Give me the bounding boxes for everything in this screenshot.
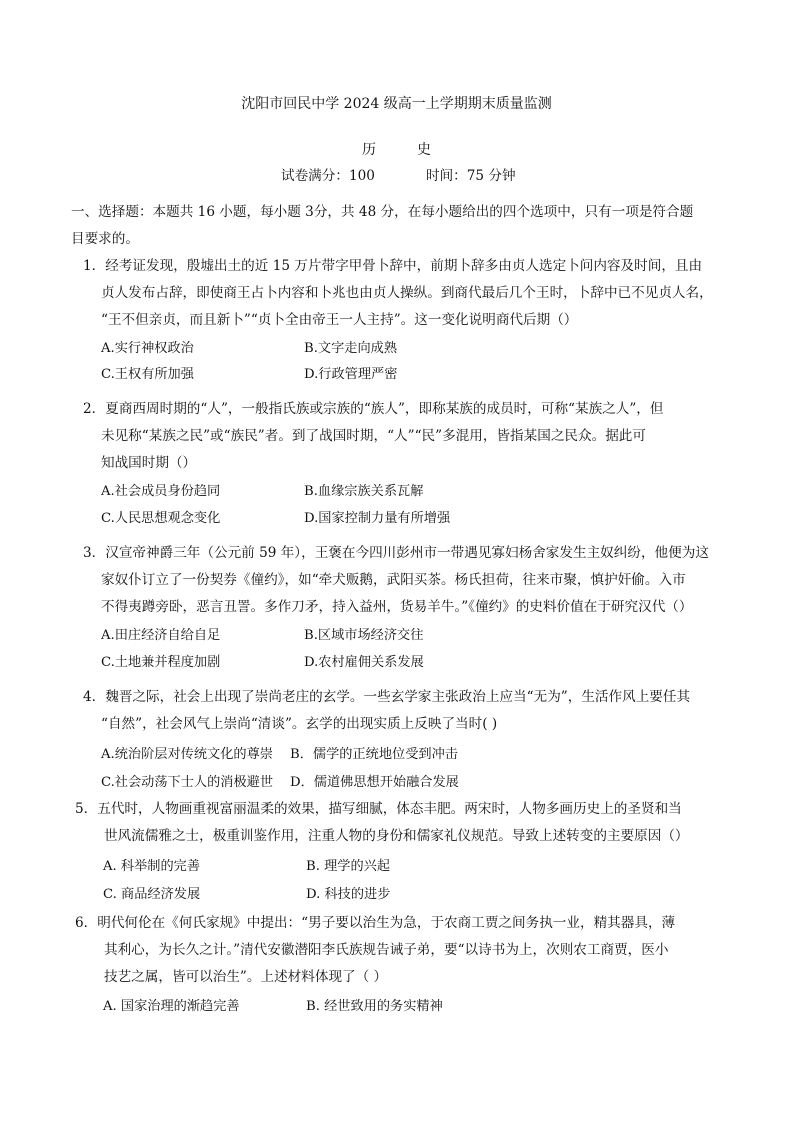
question-2-option-d: D.国家控制力量有所增强 <box>304 511 451 526</box>
question-3-option-d: D.农村雇佣关系发展 <box>304 655 424 670</box>
question-6-option-a: A. 国家治理的渐趋完善 <box>103 999 240 1014</box>
question-2-line-1: 2．夏商西周时期的“人”，一般指氏族或宗族的“族人”，即称某族的成员时，可称“某族之人”，但 <box>83 401 664 417</box>
question-6-line-3: 技艺之属，皆可以治生”。上述材料体现了（ ） <box>104 969 388 985</box>
question-3-line-1: 3．汉宣帝神爵三年（公元前 59 年），王褒在今四川彭州市一带遇见寡妇杨舍家发生主奴纠纷，他便为这 <box>83 545 709 561</box>
question-1-option-d: D.行政管理严密 <box>304 367 398 382</box>
question-2-line-3: 知战国时期（） <box>101 455 197 471</box>
question-1-option-a: A.实行神权政治 <box>101 341 194 356</box>
question-2-option-a: A.社会成员身份趋同 <box>101 484 221 499</box>
question-3-option-c: C.土地兼并程度加剧 <box>101 655 221 670</box>
question-5-option-b: B. 理学的兴起 <box>306 859 391 874</box>
question-6-line-1: 6．明代何伦在《何氏家规》中提出：“男子要以治生为急，于农商工贾之间务执一业，精其器具，薄 <box>75 915 676 931</box>
question-3-option-b: B.区域市场经济交往 <box>304 628 424 643</box>
question-2-option-b: B.血缘宗族关系瓦解 <box>304 484 424 499</box>
section-instruction-line-1: 一、选择题：本题共 16 小题，每小题 3分，共 48 分，在每小题给出的四个选项中，只有一项是符合题 <box>71 204 694 220</box>
question-5-line-2: 世风流儒雅之士，极重训鉴作用，注重人物的身份和儒家礼仪规范。导致上述转变的主要原因（） <box>104 828 689 844</box>
question-5-option-a: A. 科举制的完善 <box>103 859 201 874</box>
question-4-option-c: C.社会动荡下士人的消极避世 <box>101 775 274 790</box>
question-1-line-3: “王不但亲贞，而且新卜”“贞卜全由帝王一人主持”。这一变化说明商代后期（） <box>101 312 578 328</box>
question-1-option-c: C.王权有所加强 <box>101 367 194 382</box>
question-1-line-1: 1．经考证发现，殷墟出土的近 15 万片带字甲骨卜辞中，前期卜辞多由贞人选定卜问内容及时间，且由 <box>83 258 703 274</box>
question-6-line-2: 其利心，为长久之计。”清代安徽潜阳李氏族规告诫子弟，要“以诗书为上，次则农工商贾，医小 <box>104 942 669 958</box>
subject-char-2: 史 <box>417 142 431 158</box>
question-5-line-1: 5．五代时，人物画重视富丽温柔的效果，描写细腻，体态丰肥。两宋时，人物多画历史上的圣贤和当 <box>75 801 682 817</box>
question-4-option-a: A.统治阶层对传统文化的尊崇 <box>101 747 273 762</box>
question-5-option-c: C. 商品经济发展 <box>103 887 201 902</box>
question-3-line-3: 不得夷蹲旁卧，恶言丑詈。多作刀矛，持入益州，货易羊牛。”《僮约》的史料价值在于研究汉代（） <box>101 599 693 615</box>
question-5-option-d: D. 科技的进步 <box>306 887 391 902</box>
question-3-option-a: A.田庄经济自给自足 <box>101 628 221 643</box>
question-4-line-1: 4．魏晋之际，社会上出现了崇尚老庄的玄学。一些玄学家主张政治上应当“无为”，生活作风上要任其 <box>83 689 691 705</box>
question-4-line-2: “自然”，社会风气上崇尚“清谈”。玄学的出现实质上反映了当时( ) <box>101 716 498 732</box>
question-4-option-b: B．儒学的正统地位受到冲击 <box>290 747 458 762</box>
question-2-line-2: 未见称“某族之民”或“族民”者。到了战国时期，“人”“民”多混用，皆指某国之民众。据此可 <box>101 428 646 444</box>
question-4-option-d: D．儒道佛思想开始融合发展 <box>290 775 459 790</box>
question-1-option-b: B.文字走向成熟 <box>304 341 398 356</box>
subject-char-1: 历 <box>362 142 376 158</box>
exam-time: 时间：75 分钟 <box>426 168 516 184</box>
question-3-line-2: 家奴仆订立了一份契券《僮约》，如“牵犬贩鹅，武阳买茶。杨氏担荷，往来市聚，慎护奸偷。入市 <box>101 572 686 588</box>
question-1-line-2: 贞人发布占辞，即使商王占卜内容和卜兆也由贞人操纵。到商代最后几个王时，卜辞中已不见贞人名， <box>101 285 713 301</box>
question-6-option-b: B. 经世致用的务实精神 <box>306 999 443 1014</box>
full-score: 试卷满分：100 <box>281 168 375 184</box>
question-2-option-c: C.人民思想观念变化 <box>101 511 221 526</box>
exam-title: 沈阳市回民中学 2024 级高一上学期期末质量监测 <box>241 96 552 112</box>
section-instruction-line-2: 目要求的。 <box>71 231 139 247</box>
